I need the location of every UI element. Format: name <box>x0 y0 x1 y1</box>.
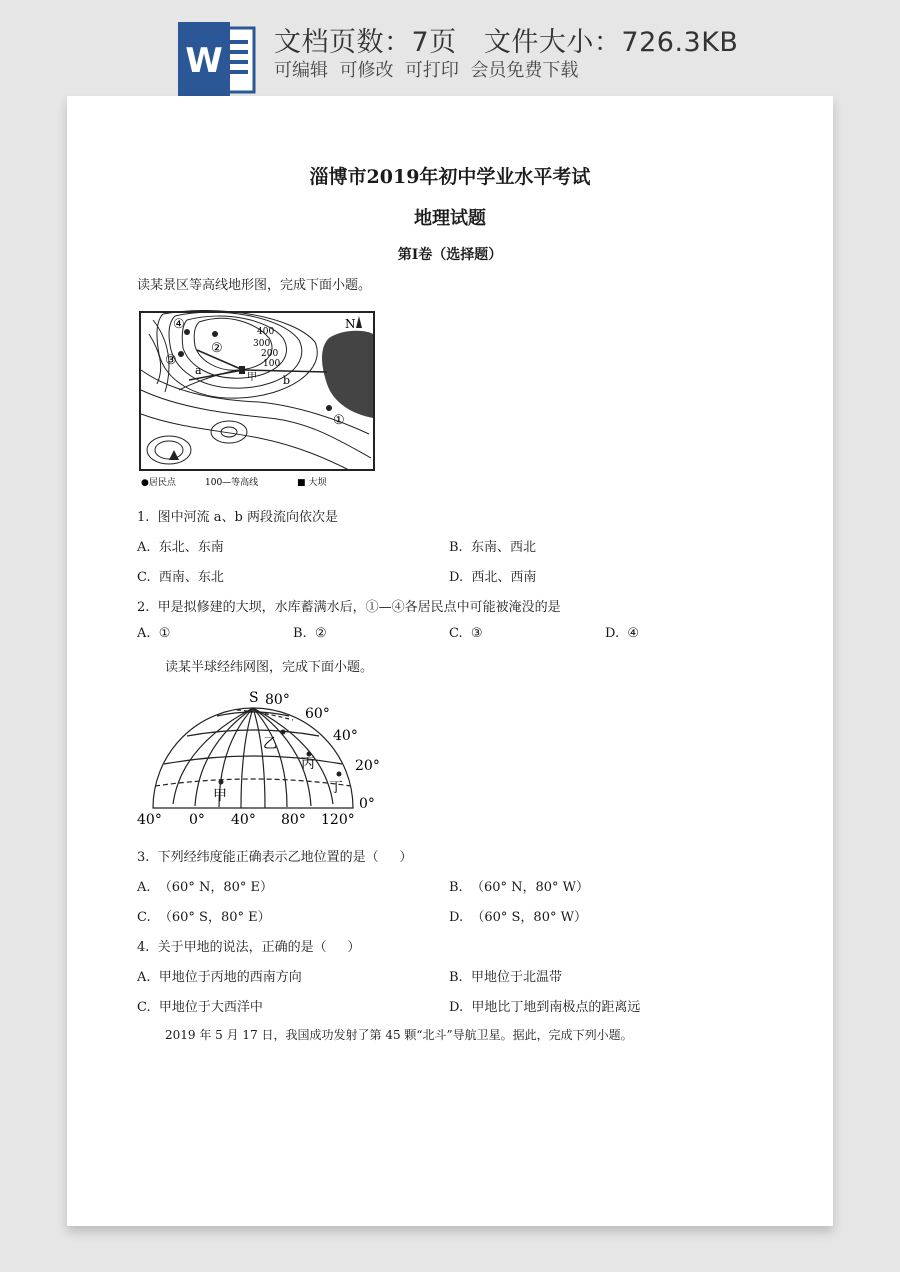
dam-mark <box>239 366 245 374</box>
word-icon-letter: W <box>185 41 223 81</box>
q4-option-d: D. 甲地比丁地到南极点的距离远 <box>449 1000 641 1015</box>
place-jia: 甲 <box>213 788 227 804</box>
river-label-a: a <box>195 364 202 377</box>
q3-option-d: D. （60° S，80° W） <box>449 910 587 925</box>
intro-map1: 读某景区等高线地形图，完成下面小题。 <box>137 278 372 293</box>
question-1: 1. 图中河流 a、b 两段流向依次是 <box>137 510 339 525</box>
lat-label-0: 0° <box>359 796 375 812</box>
contour-map <box>139 310 379 490</box>
map1-label-3: ③ <box>165 353 177 368</box>
doc-title: 淄博市2019年初中学业水平考试 <box>309 166 591 188</box>
q1-option-a: A. 东北、东南 <box>137 540 224 555</box>
doc-feature-line: 可编辑 可修改 可打印 会员免费下载 <box>274 60 579 81</box>
doc-subtitle: 地理试题 <box>414 208 486 229</box>
pole-label: S <box>249 690 259 706</box>
map1-label-4: ④ <box>173 317 185 332</box>
lat-label-40: 40° <box>333 728 358 744</box>
doc-meta-line: 文档页数：7页 文件大小：726.3KB <box>274 27 739 58</box>
lat-label-20: 20° <box>355 758 380 774</box>
river-label-b: b <box>283 374 291 387</box>
legend-contour: 100—等高线 <box>205 478 259 488</box>
legend-settlement: ●居民点 <box>141 478 176 488</box>
contour-label-100: 100 <box>263 359 281 369</box>
lon-label-120: 120° <box>321 812 355 828</box>
graticule-map <box>133 686 393 828</box>
question-3: 3. 下列经纬度能正确表示乙地位置的是（ ） <box>137 850 413 865</box>
map1-label-2: ② <box>211 341 223 356</box>
intro-map2: 读某半球经纬网图，完成下面小题。 <box>165 660 374 675</box>
q1-option-b: B. 东南、西北 <box>449 540 536 555</box>
question-2: 2. 甲是拟修建的大坝，水库蓄满水后，①—④各居民点中可能被淹没的是 <box>137 600 561 615</box>
q4-option-a: A. 甲地位于丙地的西南方向 <box>137 970 302 985</box>
hemisphere-outline <box>153 708 353 808</box>
place-bing: 丙 <box>301 756 315 772</box>
document-page <box>67 96 833 1226</box>
q2-option-a: A. ① <box>137 626 171 641</box>
intro-satellite: 2019 年 5 月 17 日，我国成功发射了第 45 颗“北斗”导航卫星。据此，完成下列小题。 <box>165 1028 633 1042</box>
q3-option-a: A. （60° N，80° E） <box>137 880 273 895</box>
north-label: N <box>345 317 356 331</box>
map1-label-1: ① <box>333 413 345 428</box>
word-file-icon <box>178 22 258 96</box>
place-ding: 丁 <box>329 780 343 796</box>
lon-label-40w: 40° <box>137 812 162 828</box>
legend-dam: ■ 大坝 <box>297 478 327 488</box>
lat-label-80: 80° <box>265 692 290 708</box>
contour-label-400: 400 <box>257 327 275 337</box>
q4-option-c: C. 甲地位于大西洋中 <box>137 1000 263 1015</box>
lon-label-40e: 40° <box>231 812 256 828</box>
lat-label-60: 60° <box>305 706 330 722</box>
q2-option-b: B. ② <box>293 626 327 641</box>
q4-option-b: B. 甲地位于北温带 <box>449 970 562 985</box>
q1-option-c: C. 西南、东北 <box>137 570 224 585</box>
contour-label-300: 300 <box>253 339 271 349</box>
q2-option-c: C. ③ <box>449 626 483 641</box>
place-yi: 乙 <box>263 736 277 752</box>
q1-option-d: D. 西北、西南 <box>449 570 537 585</box>
dam-label-jia: 甲 <box>247 372 257 383</box>
contour-label-200: 200 <box>261 349 279 359</box>
lon-label-80: 80° <box>281 812 306 828</box>
q3-option-c: C. （60° S，80° E） <box>137 910 271 925</box>
lon-label-0: 0° <box>189 812 205 828</box>
q3-option-b: B. （60° N，80° W） <box>449 880 590 895</box>
q2-option-d: D. ④ <box>605 626 640 641</box>
download-banner <box>0 0 900 96</box>
section-heading: 第Ⅰ卷（选择题） <box>397 247 503 263</box>
question-4: 4. 关于甲地的说法，正确的是（ ） <box>137 940 361 955</box>
